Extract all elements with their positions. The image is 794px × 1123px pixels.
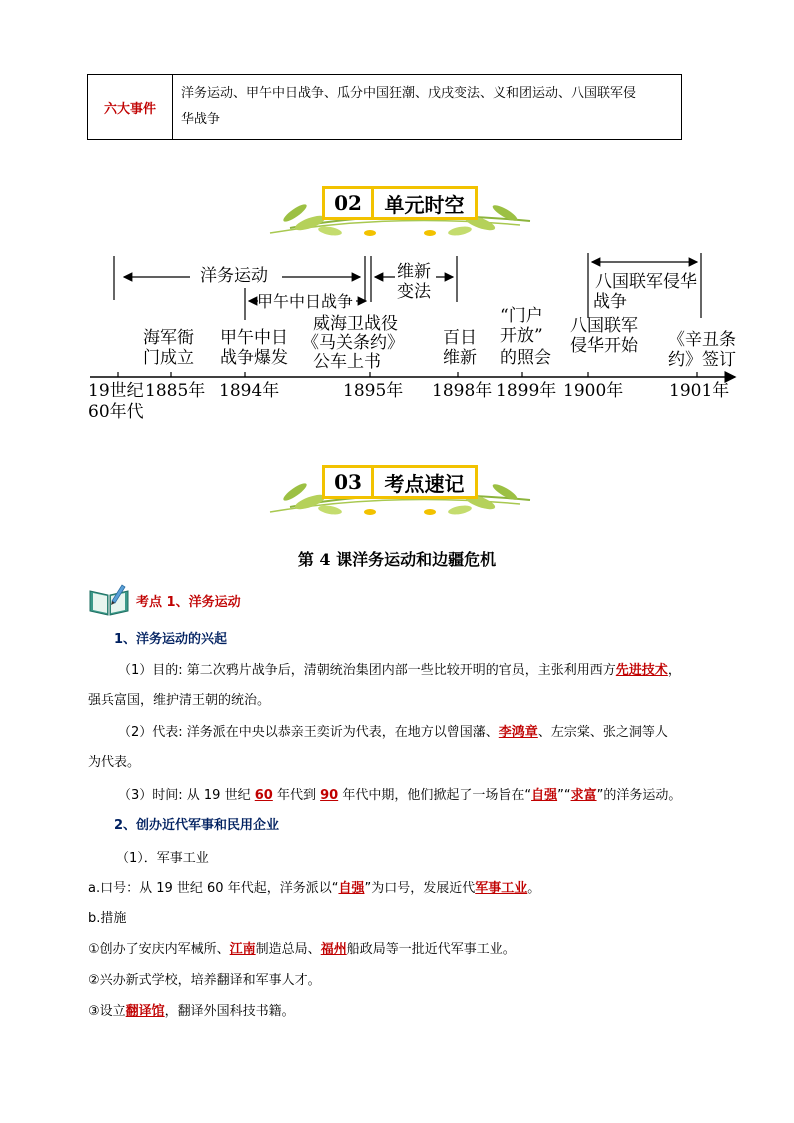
paragraph-line [118,721,668,740]
subheading: 1、洋务运动的兴起 [114,632,228,647]
key-term: 求富 [570,788,597,803]
text-span: ”为口号，发展近代 [364,881,476,896]
section-banner-box [322,465,478,499]
events-table-line: 华战争 [181,112,221,127]
paragraph-line [88,938,516,957]
section-title: 单元时空 [384,192,465,217]
text-span: ”“ [557,788,571,803]
text-span: a.口号：从 19 世纪 60 年代起，洋务派以“ [88,881,339,896]
key-term: 90 [320,788,339,803]
book-pencil-icon [88,583,130,617]
key-term: 江南 [229,942,256,957]
span-label-weixin: 维新 [397,262,431,282]
events-table-line: 洋务运动、甲午中日战争、瓜分中国狂潮、戊戌变法、义和团运动、八国联军侵 [181,86,637,101]
section-title: 考点速记 [384,471,465,496]
event-label-menhu: “门户 [500,306,543,326]
key-term: 60 [254,788,273,803]
key-term: 李鸿章 [498,725,538,740]
key-term: 先进技术 [615,663,668,678]
subheading: 2、创办近代军事和民用企业 [114,818,280,833]
year-label: 1900年 [563,381,624,401]
event-label-baguo: 八国联军 [570,316,638,336]
section-banner-timeline [250,183,540,243]
year-label: 1901年 [669,381,730,401]
event-label-gongche: 公车上书 [313,352,381,372]
key-term: 自强 [531,788,558,803]
paragraph-line: （1）．军事工业 [116,851,209,866]
paragraph-line: 为代表。 [88,755,141,770]
event-label-xinchou: 《辛丑条 [668,330,736,350]
section-number: 03 [325,468,374,496]
section-banner-box [322,186,478,220]
key-term: 自强 [338,881,365,896]
keypoint-heading [88,582,241,618]
text-span: ③设立 [88,1004,126,1019]
event-label-jiawu: 甲午中日 [220,328,288,348]
text-span: 年代到 [272,788,321,803]
text-span: 年代中期，他们掀起了一场旨在“ [338,788,532,803]
paragraph-line [88,877,540,896]
lesson-title: 第 4 课洋务运动和边疆危机 [297,550,497,569]
text-span: 船政局等一批近代军事工业。 [346,942,516,957]
span-label-baguo: 战争 [593,292,627,312]
text-span: （3）时间: 从 19 世纪 [118,788,255,803]
text-span: ①创办了安庆内军械所、 [88,942,230,957]
text-span: 制造总局、 [255,942,321,957]
event-label-weihai: 威海卫战役 [313,314,398,334]
paragraph-line [118,659,681,678]
events-table-label: 六大事件 [88,75,173,139]
year-label: 1885年 [145,381,206,401]
span-label-yangwu: 洋务运动 [200,266,268,286]
paragraph-line: b.措施 [88,911,127,926]
year-label: 60年代 [88,402,144,422]
text-span: （2）代表: 洋务派在中央以恭亲王奕䜣为代表，在地方以曾国藩、 [118,725,499,740]
event-label-xinchou: 约》签订 [668,350,736,370]
event-label-menhu: 开放” [500,326,543,346]
paragraph-line [88,1000,295,1019]
span-label-weixin: 变法 [397,282,431,302]
year-label: 1898年 [432,381,493,401]
event-label-haijun: 门成立 [143,348,194,368]
text-span: （1）目的: 第二次鸦片战争后，清朝统治集团内部一些比较开明的官员，主张利用西方 [118,663,616,678]
event-label-haijun: 海军衙 [143,328,194,348]
key-term: 翻译馆 [125,1004,165,1019]
paragraph-line [118,784,681,803]
paragraph-line: ②兴办新式学校，培养翻译和军事人才。 [88,973,321,988]
event-label-jiawu: 战争爆发 [220,348,288,368]
year-label: 1894年 [219,381,280,401]
year-label: 1895年 [343,381,404,401]
event-label-baguo: 侵华开始 [570,336,638,356]
keypoint-title: 考点 1、洋务运动 [136,594,241,610]
text-span: ，翻译外国科技书籍。 [164,1004,295,1019]
text-span: 。 [527,881,541,896]
section-banner-keypoints [250,462,540,522]
text-span: ， [667,663,681,678]
section-number: 02 [325,189,374,217]
events-table-content [173,75,681,139]
year-label: 19世纪 [88,381,144,401]
text-span: ”的洋务运动。 [596,788,682,803]
event-label-bairi: 百日 [443,328,477,348]
key-term: 福州 [320,942,347,957]
span-label-jiawu: 甲午中日战争 [257,292,354,311]
text-span: 、左宗棠、张之洞等人 [537,725,668,740]
span-label-baguo: 八国联军侵华 [595,272,697,292]
events-table [87,74,682,140]
event-label-bairi: 维新 [443,348,477,368]
paragraph-line: 强兵富国，维护清王朝的统治。 [88,693,271,708]
key-term: 军事工业 [475,881,528,896]
year-label: 1899年 [496,381,557,401]
event-label-maguan: 《马关条约》 [302,333,404,353]
event-label-menhu: 的照会 [500,348,551,368]
